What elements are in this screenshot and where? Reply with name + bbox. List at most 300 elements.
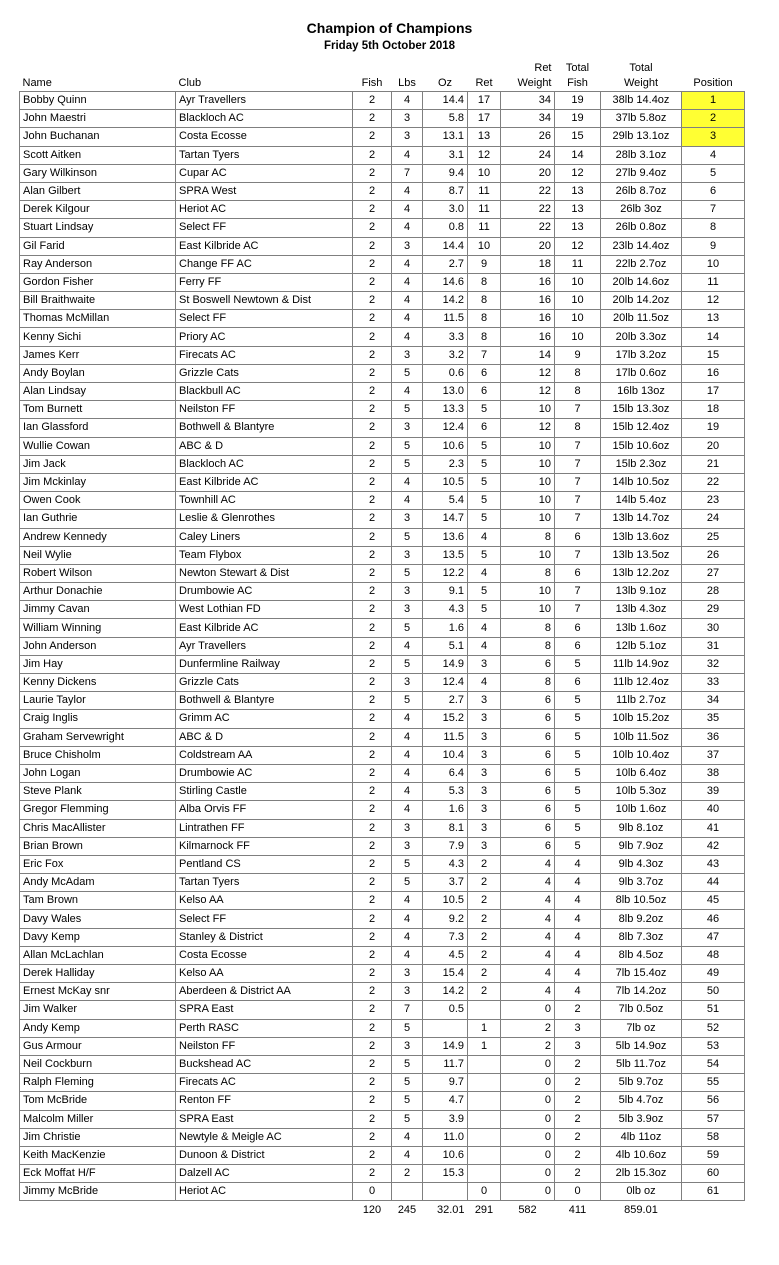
club-cell: Firecats AC	[176, 346, 353, 364]
total-fish-cell: 7	[555, 455, 601, 473]
total-fish-cell: 5	[555, 710, 601, 728]
total-lbs-cell: 245	[397, 1203, 417, 1216]
name-cell: Tom McBride	[20, 1092, 176, 1110]
name-cell: Chris MacAllister	[20, 819, 176, 837]
table-row	[20, 819, 745, 837]
ret-weight-cell: 4	[501, 892, 555, 910]
position-cell: 14	[682, 328, 745, 346]
total-weight-cell: 8lb 9.2oz	[601, 910, 682, 928]
total-weight-cell: 8lb 7.3oz	[601, 928, 682, 946]
total-weight-cell: 5lb 9.7oz	[601, 1074, 682, 1092]
ret-cell: 3	[468, 655, 501, 673]
club-cell: Aberdeen & District AA	[176, 983, 353, 1001]
lbs-cell: 5	[392, 455, 423, 473]
lbs-cell: 5	[392, 401, 423, 419]
total-weight-cell: 13lb 13.6oz	[601, 528, 682, 546]
lbs-cell: 5	[392, 437, 423, 455]
ret-weight-cell: 6	[501, 837, 555, 855]
fish-cell: 2	[353, 273, 392, 291]
oz-cell: 4.7	[423, 1092, 468, 1110]
position-cell: 3	[682, 128, 745, 146]
total-weight-cell: 7lb 0.5oz	[601, 1001, 682, 1019]
position-cell: 8	[682, 219, 745, 237]
oz-cell: 2.7	[423, 255, 468, 273]
ret-weight-cell: 10	[501, 601, 555, 619]
oz-cell: 7.3	[423, 928, 468, 946]
oz-cell: 4.3	[423, 601, 468, 619]
ret-cell: 5	[468, 601, 501, 619]
total-weight-cell: 29lb 13.1oz	[601, 128, 682, 146]
position-cell: 60	[682, 1165, 745, 1183]
total-fish-cell: 5	[555, 728, 601, 746]
table-row	[20, 965, 745, 983]
ret-cell: 17	[468, 92, 501, 110]
club-cell: Newtyle & Meigle AC	[176, 1128, 353, 1146]
lbs-cell: 4	[392, 328, 423, 346]
club-cell: Neilston FF	[176, 401, 353, 419]
lbs-cell: 5	[392, 364, 423, 382]
table-row	[20, 255, 745, 273]
name-cell: Eric Fox	[20, 855, 176, 873]
position-cell: 35	[682, 710, 745, 728]
total-weight-cell: 23lb 14.4oz	[601, 237, 682, 255]
fish-cell: 2	[353, 764, 392, 782]
club-cell: Tartan Tyers	[176, 874, 353, 892]
table-row	[20, 801, 745, 819]
club-cell: Blackloch AC	[176, 110, 353, 128]
name-cell: Bill Braithwaite	[20, 292, 176, 310]
club-cell: Grizzle Cats	[176, 674, 353, 692]
ret-weight-cell: 22	[501, 201, 555, 219]
total-weight-cell: 9lb 8.1oz	[601, 819, 682, 837]
total-fish-cell: 7	[555, 601, 601, 619]
ret-weight-cell: 4	[501, 983, 555, 1001]
position-cell: 21	[682, 455, 745, 473]
table-row	[20, 692, 745, 710]
name-cell: John Buchanan	[20, 128, 176, 146]
club-cell: Caley Liners	[176, 528, 353, 546]
table-row	[20, 1183, 745, 1201]
total-fish-cell: 2	[555, 1165, 601, 1183]
table-row	[20, 201, 745, 219]
table-header	[20, 58, 745, 92]
name-cell: Graham Servewright	[20, 728, 176, 746]
total-fish-cell: 7	[555, 546, 601, 564]
name-cell: Gregor Flemming	[20, 801, 176, 819]
club-cell: Alba Orvis FF	[176, 801, 353, 819]
ret-weight-cell: 4	[501, 965, 555, 983]
total-weight-cell: 20lb 14.2oz	[601, 292, 682, 310]
oz-cell: 3.3	[423, 328, 468, 346]
table-row	[20, 292, 745, 310]
oz-cell	[423, 1183, 468, 1201]
ret-weight-cell: 8	[501, 564, 555, 582]
ret-cell: 2	[468, 855, 501, 873]
lbs-cell: 5	[392, 528, 423, 546]
club-cell: Kelso AA	[176, 892, 353, 910]
name-cell: Andrew Kennedy	[20, 528, 176, 546]
fish-cell: 2	[353, 383, 392, 401]
total-weight-cell: 10lb 15.2oz	[601, 710, 682, 728]
total-fish-cell: 2	[555, 1074, 601, 1092]
total-fish-cell: 4	[555, 946, 601, 964]
total-fish-cell: 120	[362, 1203, 382, 1216]
lbs-cell: 4	[392, 292, 423, 310]
position-cell: 29	[682, 601, 745, 619]
position-cell: 55	[682, 1074, 745, 1092]
total-weight-cell: 10lb 1.6oz	[601, 801, 682, 819]
lbs-cell: 4	[392, 383, 423, 401]
total-weight-cell: 9lb 7.9oz	[601, 837, 682, 855]
total-fish-cell: 11	[555, 255, 601, 273]
fish-cell: 2	[353, 110, 392, 128]
total-weight-cell: 13lb 14.7oz	[601, 510, 682, 528]
name-cell: Neil Wylie	[20, 546, 176, 564]
table-row	[20, 1019, 745, 1037]
oz-cell: 3.2	[423, 346, 468, 364]
position-cell: 20	[682, 437, 745, 455]
total-fish-cell: 2	[555, 1055, 601, 1073]
table-row	[20, 164, 745, 182]
fish-cell: 2	[353, 1074, 392, 1092]
oz-cell: 5.3	[423, 783, 468, 801]
lbs-cell: 4	[392, 1146, 423, 1164]
club-cell: East Kilbride AC	[176, 237, 353, 255]
total-fish-cell: 10	[555, 310, 601, 328]
total-weight-cell: 16lb 13oz	[601, 383, 682, 401]
club-cell: Buckshead AC	[176, 1055, 353, 1073]
fish-cell: 2	[353, 783, 392, 801]
lbs-cell: 4	[392, 764, 423, 782]
table-footer	[20, 1201, 745, 1219]
total-fish-cell: 8	[555, 364, 601, 382]
oz-cell: 1.6	[423, 801, 468, 819]
total-fish-cell: 2	[555, 1110, 601, 1128]
ret-cell: 3	[468, 819, 501, 837]
ret-weight-cell: 6	[501, 783, 555, 801]
total-weight-cell: 22lb 2.7oz	[601, 255, 682, 273]
total-fish-cell: 7	[555, 437, 601, 455]
total-weight-cell: 5lb 11.7oz	[601, 1055, 682, 1073]
ret-weight-cell: 6	[501, 728, 555, 746]
ret-weight-cell: 10	[501, 437, 555, 455]
fish-cell: 2	[353, 492, 392, 510]
ret-cell: 11	[468, 201, 501, 219]
oz-cell: 14.2	[423, 292, 468, 310]
club-cell: Pentland CS	[176, 855, 353, 873]
ret-weight-cell: 10	[501, 583, 555, 601]
table-row	[20, 546, 745, 564]
position-cell: 7	[682, 201, 745, 219]
ret-weight-cell: 34	[501, 110, 555, 128]
header-total-fish-line1: Total	[565, 62, 590, 74]
lbs-cell: 7	[392, 1001, 423, 1019]
total-ret-cell: 291	[474, 1203, 494, 1216]
fish-cell: 2	[353, 728, 392, 746]
ret-cell	[468, 1165, 501, 1183]
table-row	[20, 583, 745, 601]
lbs-cell	[392, 1183, 423, 1201]
totals-spacer-position	[682, 1201, 745, 1219]
ret-cell: 5	[468, 546, 501, 564]
ret-weight-cell: 6	[501, 801, 555, 819]
table-row	[20, 110, 745, 128]
lbs-cell: 3	[392, 837, 423, 855]
name-cell: John Anderson	[20, 637, 176, 655]
lbs-cell: 5	[392, 564, 423, 582]
club-cell: Kilmarnock FF	[176, 837, 353, 855]
club-cell: Heriot AC	[176, 1183, 353, 1201]
fish-cell: 2	[353, 601, 392, 619]
ret-weight-cell: 10	[501, 473, 555, 491]
table-row	[20, 401, 745, 419]
oz-cell: 14.9	[423, 1037, 468, 1055]
position-cell: 52	[682, 1019, 745, 1037]
fish-cell: 2	[353, 146, 392, 164]
fish-cell: 2	[353, 310, 392, 328]
total-weight-cell: 9lb 3.7oz	[601, 874, 682, 892]
fish-cell: 2	[353, 437, 392, 455]
total-fish-cell: 5	[555, 819, 601, 837]
lbs-cell: 4	[392, 473, 423, 491]
lbs-cell: 5	[392, 692, 423, 710]
name-cell: Keith MacKenzie	[20, 1146, 176, 1164]
total-fish-cell: 9	[555, 346, 601, 364]
fish-cell: 2	[353, 164, 392, 182]
ret-weight-cell: 0	[501, 1092, 555, 1110]
ret-weight-cell: 6	[501, 655, 555, 673]
name-cell: Ian Glassford	[20, 419, 176, 437]
position-cell: 6	[682, 182, 745, 200]
table-row	[20, 910, 745, 928]
ret-weight-cell: 12	[501, 383, 555, 401]
oz-cell: 13.5	[423, 546, 468, 564]
lbs-cell: 4	[392, 928, 423, 946]
total-fish-cell: 2	[555, 1001, 601, 1019]
position-cell: 22	[682, 473, 745, 491]
total-weight-cell: 13lb 9.1oz	[601, 583, 682, 601]
ret-weight-cell: 8	[501, 528, 555, 546]
lbs-cell: 4	[392, 746, 423, 764]
position-cell: 4	[682, 146, 745, 164]
club-cell: Priory AC	[176, 328, 353, 346]
total-fish-cell: 7	[555, 583, 601, 601]
position-cell: 9	[682, 237, 745, 255]
club-cell: Costa Ecosse	[176, 946, 353, 964]
total-fish-cell: 3	[555, 1037, 601, 1055]
total-weight-cell: 17lb 3.2oz	[601, 346, 682, 364]
table-row	[20, 746, 745, 764]
ret-cell: 2	[468, 910, 501, 928]
position-cell: 47	[682, 928, 745, 946]
ret-weight-cell: 8	[501, 619, 555, 637]
ret-cell: 3	[468, 746, 501, 764]
total-fish-cell: 2	[555, 1146, 601, 1164]
ret-weight-cell: 16	[501, 292, 555, 310]
table-row	[20, 1146, 745, 1164]
ret-weight-cell: 6	[501, 819, 555, 837]
ret-cell: 5	[468, 437, 501, 455]
total-weight-cell: 26lb 3oz	[601, 201, 682, 219]
name-cell: Craig Inglis	[20, 710, 176, 728]
ret-weight-cell: 0	[501, 1110, 555, 1128]
name-cell: Alan Lindsay	[20, 383, 176, 401]
total-weight-cell: 11lb 2.7oz	[601, 692, 682, 710]
lbs-cell: 5	[392, 855, 423, 873]
oz-cell: 13.0	[423, 383, 468, 401]
ret-cell: 3	[468, 728, 501, 746]
page-subtitle: Friday 5th October 2018	[323, 40, 456, 52]
fish-cell: 2	[353, 692, 392, 710]
club-cell: Dunfermline Railway	[176, 655, 353, 673]
fish-cell: 2	[353, 855, 392, 873]
table-row	[20, 182, 745, 200]
position-cell: 58	[682, 1128, 745, 1146]
lbs-cell: 3	[392, 583, 423, 601]
fish-cell: 2	[353, 1037, 392, 1055]
oz-cell: 14.6	[423, 273, 468, 291]
fish-cell: 2	[353, 819, 392, 837]
club-cell: West Lothian FD	[176, 601, 353, 619]
oz-cell: 12.4	[423, 419, 468, 437]
ret-cell: 6	[468, 364, 501, 382]
ret-cell: 2	[468, 983, 501, 1001]
ret-weight-cell: 18	[501, 255, 555, 273]
total-fish-cell: 19	[555, 92, 601, 110]
total-fish-cell: 5	[555, 764, 601, 782]
ret-weight-cell: 20	[501, 164, 555, 182]
club-cell: Firecats AC	[176, 1074, 353, 1092]
club-cell: Dunoon & District	[176, 1146, 353, 1164]
position-cell: 48	[682, 946, 745, 964]
oz-cell: 10.4	[423, 746, 468, 764]
club-cell: Neilston FF	[176, 1037, 353, 1055]
table-row	[20, 510, 745, 528]
position-cell: 2	[682, 110, 745, 128]
club-cell: Cupar AC	[176, 164, 353, 182]
fish-cell: 2	[353, 655, 392, 673]
fish-cell: 2	[353, 364, 392, 382]
oz-cell: 10.5	[423, 473, 468, 491]
total-fish-cell: 7	[555, 401, 601, 419]
oz-cell: 4.5	[423, 946, 468, 964]
lbs-cell: 5	[392, 1092, 423, 1110]
total-weight-cell: 13lb 1.6oz	[601, 619, 682, 637]
ret-weight-cell: 10	[501, 510, 555, 528]
ret-weight-cell: 26	[501, 128, 555, 146]
ret-weight-cell: 8	[501, 674, 555, 692]
table-row	[20, 1165, 745, 1183]
position-cell: 25	[682, 528, 745, 546]
lbs-cell: 4	[392, 146, 423, 164]
table-row	[20, 1128, 745, 1146]
ret-cell	[468, 1092, 501, 1110]
oz-cell: 0.8	[423, 219, 468, 237]
ret-weight-cell: 4	[501, 928, 555, 946]
club-cell: Blackloch AC	[176, 455, 353, 473]
name-cell: Davy Kemp	[20, 928, 176, 946]
header-total-weight-line2: Weight	[623, 77, 659, 89]
oz-cell: 1.6	[423, 619, 468, 637]
total-weight-cell: 8lb 10.5oz	[601, 892, 682, 910]
ret-weight-cell: 12	[501, 419, 555, 437]
lbs-cell: 2	[392, 1165, 423, 1183]
name-cell: Andy Kemp	[20, 1019, 176, 1037]
lbs-cell: 5	[392, 619, 423, 637]
name-cell: Jimmy Cavan	[20, 601, 176, 619]
header-name: Name	[22, 77, 52, 89]
table-row	[20, 364, 745, 382]
oz-cell: 8.7	[423, 182, 468, 200]
fish-cell: 2	[353, 946, 392, 964]
total-fish-cell: 6	[555, 528, 601, 546]
name-cell: Tom Burnett	[20, 401, 176, 419]
total-weight-cell: 10lb 6.4oz	[601, 764, 682, 782]
ret-cell: 8	[468, 273, 501, 291]
ret-cell: 11	[468, 182, 501, 200]
total-fish-cell: 4	[555, 928, 601, 946]
lbs-cell: 4	[392, 728, 423, 746]
name-cell: Jim Hay	[20, 655, 176, 673]
lbs-cell: 3	[392, 819, 423, 837]
club-cell: Ayr Travellers	[176, 92, 353, 110]
total-fish-cell: 7	[555, 473, 601, 491]
table-row	[20, 455, 745, 473]
total-fish-cell: 14	[555, 146, 601, 164]
ret-cell: 1	[468, 1019, 501, 1037]
club-cell: East Kilbride AC	[176, 619, 353, 637]
name-cell: Gil Farid	[20, 237, 176, 255]
total-weight-cell: 15lb 12.4oz	[601, 419, 682, 437]
name-cell: Andy Boylan	[20, 364, 176, 382]
lbs-cell: 7	[392, 164, 423, 182]
club-cell: Grizzle Cats	[176, 364, 353, 382]
total-fish-cell: 4	[555, 855, 601, 873]
fish-cell: 2	[353, 510, 392, 528]
table-row	[20, 892, 745, 910]
table-row	[20, 437, 745, 455]
lbs-cell: 4	[392, 182, 423, 200]
name-cell: Davy Wales	[20, 910, 176, 928]
total-weight-cell: 4lb 10.6oz	[601, 1146, 682, 1164]
total-fish-cell: 5	[555, 783, 601, 801]
fish-cell: 2	[353, 965, 392, 983]
table-row	[20, 710, 745, 728]
name-cell: Alan Gilbert	[20, 182, 176, 200]
header-position: Position	[693, 77, 733, 89]
table-row	[20, 1074, 745, 1092]
ret-weight-cell: 16	[501, 310, 555, 328]
table-row	[20, 219, 745, 237]
ret-cell: 3	[468, 801, 501, 819]
total-fish-cell: 15	[555, 128, 601, 146]
fish-cell: 2	[353, 201, 392, 219]
lbs-cell: 4	[392, 946, 423, 964]
position-cell: 33	[682, 674, 745, 692]
oz-cell: 9.7	[423, 1074, 468, 1092]
ret-cell: 5	[468, 510, 501, 528]
club-cell: SPRA West	[176, 182, 353, 200]
table-row	[20, 764, 745, 782]
name-cell: Jim Mckinlay	[20, 473, 176, 491]
oz-cell: 3.7	[423, 874, 468, 892]
name-cell: Bobby Quinn	[20, 92, 176, 110]
table-row	[20, 310, 745, 328]
total-total-fish-cell: 411	[568, 1203, 587, 1216]
total-fish-cell: 10	[555, 273, 601, 291]
name-cell: Scott Aitken	[20, 146, 176, 164]
club-cell: Ayr Travellers	[176, 637, 353, 655]
